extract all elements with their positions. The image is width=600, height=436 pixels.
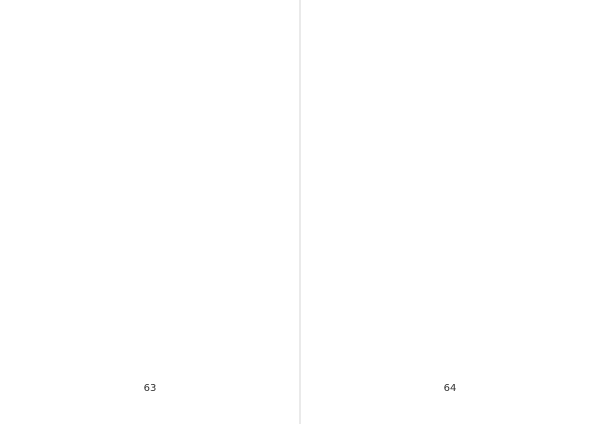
text-line — [336, 268, 568, 280]
text-line — [336, 226, 568, 238]
text-line — [36, 286, 268, 298]
text-line — [36, 172, 268, 184]
text-line — [36, 400, 268, 412]
text-line — [336, 190, 568, 202]
text-line — [36, 76, 268, 88]
text-line — [36, 238, 268, 250]
text-line — [36, 226, 268, 238]
text-line — [336, 328, 568, 340]
text-line — [36, 160, 268, 172]
text-line — [36, 298, 268, 310]
text-line — [36, 202, 268, 214]
text-line — [36, 88, 268, 100]
text-line — [36, 328, 268, 340]
text-line — [336, 166, 568, 178]
text-line — [336, 154, 568, 166]
text-line — [36, 136, 268, 148]
left-page — [0, 0, 300, 424]
text-line — [36, 424, 268, 436]
text-line — [36, 412, 268, 424]
text-line — [336, 202, 568, 214]
text-line — [336, 238, 568, 250]
text-line — [336, 214, 568, 226]
right-page — [300, 0, 600, 424]
text-line — [336, 178, 568, 190]
text-line — [36, 364, 268, 376]
text-line — [36, 340, 268, 352]
left-text-column — [36, 40, 268, 436]
text-line — [336, 316, 568, 328]
text-line — [336, 304, 568, 316]
text-line — [336, 40, 568, 52]
text-line — [336, 88, 568, 100]
text-line — [36, 316, 268, 328]
text-line — [36, 262, 268, 274]
text-line — [336, 112, 568, 124]
text-line — [336, 364, 568, 376]
text-line — [336, 142, 568, 154]
text-line — [36, 148, 268, 160]
text-line — [36, 250, 268, 262]
text-line — [336, 280, 568, 292]
text-line — [36, 190, 268, 202]
text-line — [336, 424, 568, 436]
right-text-column — [336, 40, 568, 436]
text-line — [36, 214, 268, 226]
text-line — [36, 112, 268, 124]
text-line — [36, 124, 268, 136]
page-number: 64 — [443, 383, 457, 394]
text-line — [336, 352, 568, 364]
text-line — [336, 64, 568, 76]
text-line — [36, 100, 268, 112]
text-line — [336, 76, 568, 88]
text-line — [336, 400, 568, 412]
text-line — [336, 292, 568, 304]
text-line — [336, 412, 568, 424]
text-line — [336, 100, 568, 112]
text-line — [36, 352, 268, 364]
text-line — [36, 40, 268, 52]
page-number: 63 — [143, 383, 157, 394]
text-line — [36, 274, 268, 286]
text-line — [336, 130, 568, 142]
text-line — [36, 64, 268, 76]
text-line — [336, 340, 568, 352]
text-line — [336, 52, 568, 64]
text-line — [336, 256, 568, 268]
text-line — [36, 52, 268, 64]
